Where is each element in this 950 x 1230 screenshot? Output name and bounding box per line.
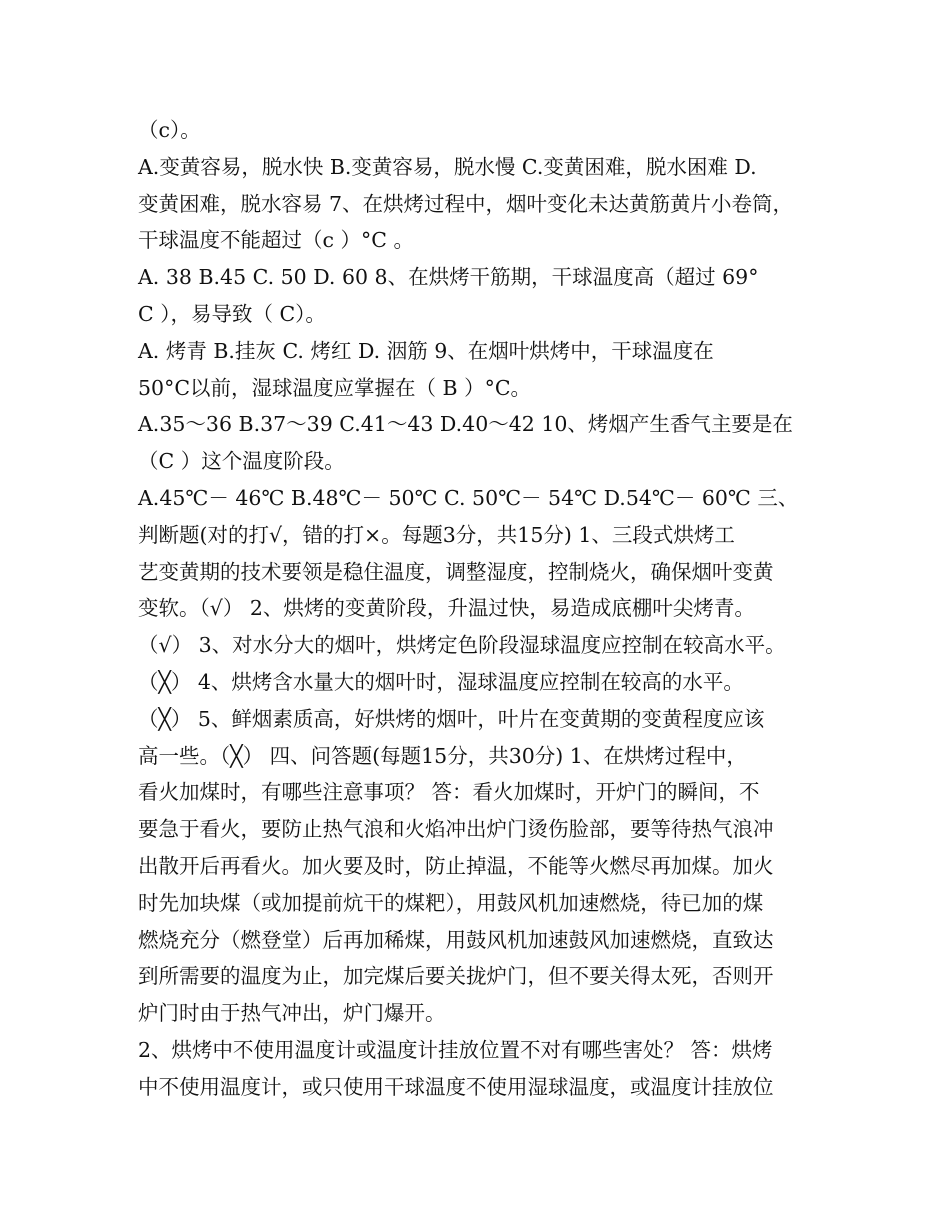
text-line: 到所需要的温度为止，加完煤后要关拢炉门，但不要关得太死，否则开 <box>138 964 774 989</box>
text-line: 2、烘烤中不使用温度计或温度计挂放位置不对有哪些害处？ 答：烘烤 <box>138 1037 773 1062</box>
document-body <box>138 112 828 1106</box>
text-line: （╳） 5、鲜烟素质高，好烘烤的烟叶，叶片在变黄期的变黄程度应该 <box>138 706 765 731</box>
text-line: A.35～36 B.37～39 C.41～43 D.40～42 10、烤烟产生香气主要是在 <box>138 412 793 437</box>
text-line: A.45℃－ 46℃ B.48℃－ 50℃ C. 50℃－ 54℃ D.54℃－ 60℃ 三、 <box>138 485 799 510</box>
text-line: （╳） 4、烘烤含水量大的烟叶时，湿球温度应控制在较高的水平。 <box>138 669 744 694</box>
text-line: 看火加煤时，有哪些注意事项？ 答：看火加煤时，开炉门的瞬间，不 <box>138 780 760 805</box>
text-line: （c）。 <box>138 118 201 142</box>
text-line: （C ）这个温度阶段。 <box>138 449 345 474</box>
text-line: 燃烧充分（燃登堂）后再加稀煤，用鼓风机加速鼓风加速燃烧，直致达 <box>138 927 774 952</box>
text-line: A. 38 B.45 C. 50 D. 60 8、在烘烤干筋期，干球温度高（超过 69° <box>138 265 759 290</box>
text-line: 出散开后再看火。加火要及时，防止掉温，不能等火燃尽再加煤。加火 <box>138 853 774 878</box>
text-line: A. 烤青 B.挂灰 C. 烤红 D. 洇筋 9、在烟叶烘烤中，干球温度在 <box>138 338 714 363</box>
text-line: 变软。（√） 2、烘烤的变黄阶段，升温过快，易造成底棚叶尖烤青。 <box>138 596 755 621</box>
text-line: 艺变黄期的技术要领是稳住温度，调整湿度，控制烧火，确保烟叶变黄 <box>138 559 774 584</box>
text-line: （√） 3、对水分大的烟叶，烘烤定色阶段湿球温度应控制在较高水平。 <box>138 633 786 658</box>
text-line: C ），易导致（ C）。 <box>138 301 326 326</box>
text-line: 变黄困难，脱水容易 7、在烘烤过程中，烟叶变化未达黄筋黄片小卷筒， <box>138 191 794 216</box>
text-line: 判断题(对的打√，错的打×。每题3分，共15分) 1、三段式烘烤工 <box>138 522 735 547</box>
text-line: 中不使用温度计，或只使用干球温度不使用湿球温度，或温度计挂放位 <box>138 1074 774 1099</box>
text-line: 高一些。（╳） 四、问答题(每题15分，共30分) 1、在烘烤过程中， <box>138 743 747 768</box>
text-line: A.变黄容易，脱水快 B.变黄容易，脱水慢 C.变黄困难，脱水困难 D. <box>138 154 757 179</box>
text-line: 50°C以前，湿球温度应掌握在（ B ）°C。 <box>138 375 532 400</box>
text-line: 要急于看火，要防止热气浪和火焰冲出炉门烫伤脸部，要等待热气浪冲 <box>138 817 774 842</box>
text-line: 干球温度不能超过（c ）°C 。 <box>138 228 414 253</box>
text-line: 炉门时由于热气冲出，炉门爆开。 <box>138 1001 446 1026</box>
text-line: 时先加块煤（或加提前炕干的煤粑），用鼓风机加速燃烧，待已加的煤 <box>138 890 764 915</box>
